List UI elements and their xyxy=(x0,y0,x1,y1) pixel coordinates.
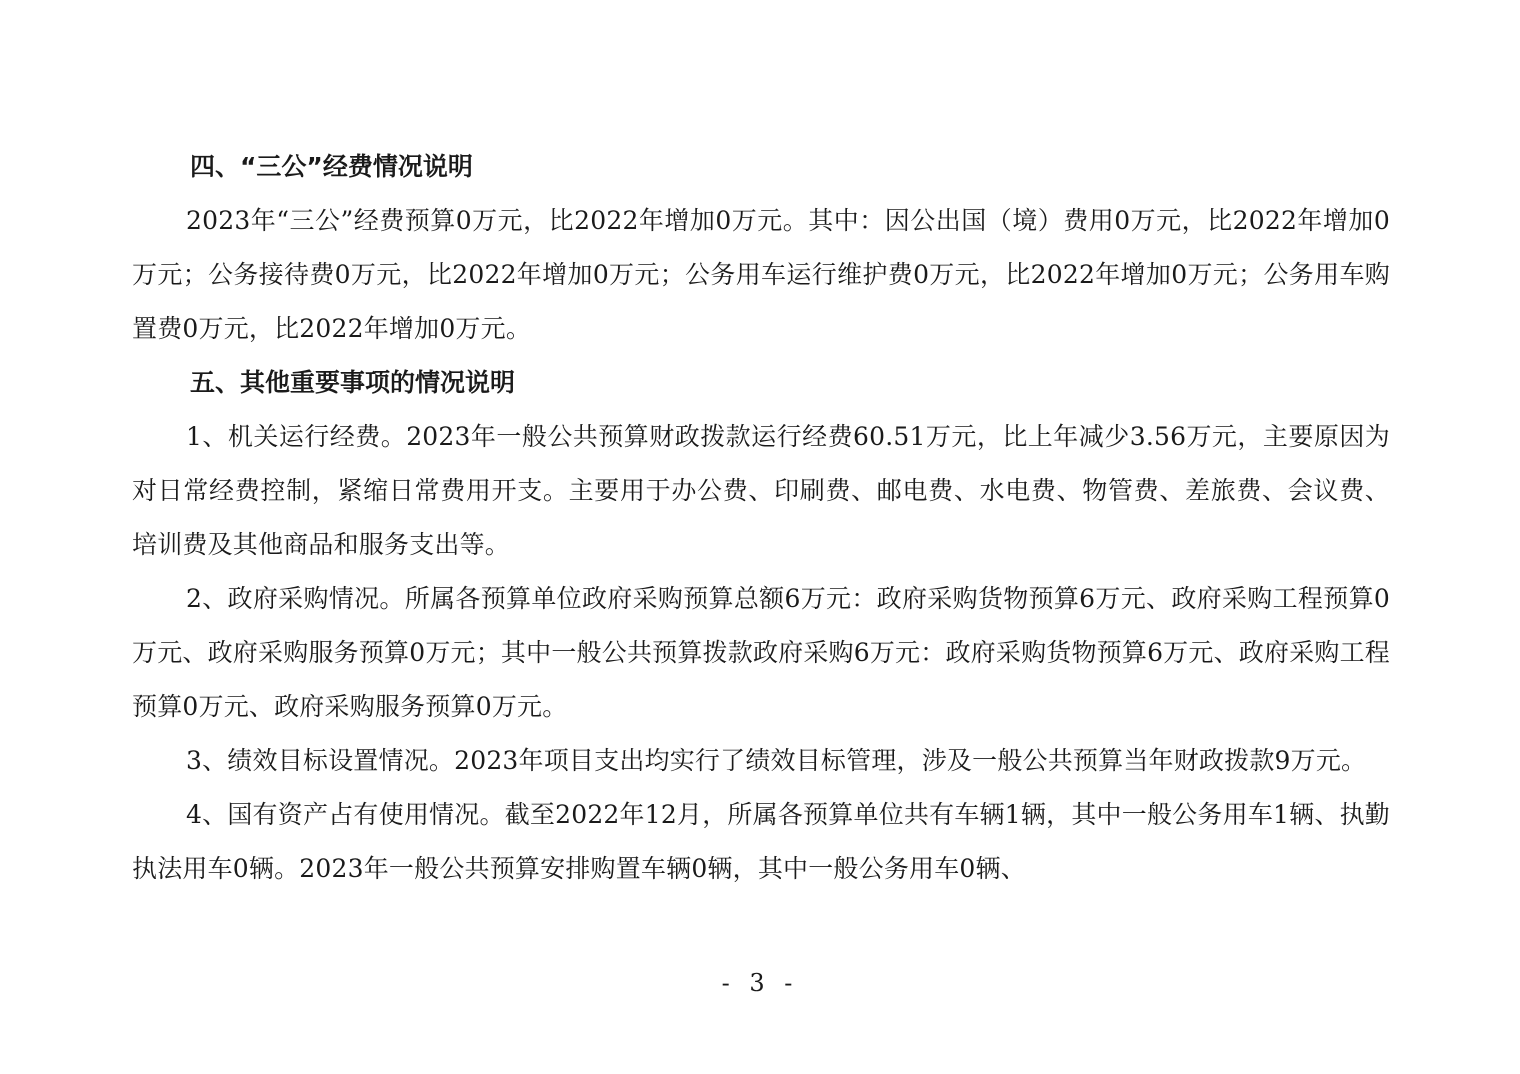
paragraph-operating-expenses: 1、机关运行经费。2023年一般公共预算财政拨款运行经费60.51万元，比上年减少3.56万元，主要原因为对日常经费控制，紧缩日常费用开支。主要用于办公费、印刷费、邮电费、水电费、物管费、差旅费、会议费、培训费及其他商品和服务支出等。 xyxy=(132,422,1390,559)
page-number: - 3 - xyxy=(721,969,799,997)
paragraph-san-gong-budget: 2023年“三公”经费预算0万元，比2022年增加0万元。其中：因公出国（境）费用0万元，比2022年增加0万元；公务接待费0万元，比2022年增加0万元；公务用车运行维护费0万元，比2022年增加0万元；公务用车购置费0万元，比2022年增加0万元。 xyxy=(132,206,1390,343)
paragraph-government-procurement: 2、政府采购情况。所属各预算单位政府采购预算总额6万元：政府采购货物预算6万元、政府采购工程预算0万元、政府采购服务预算0万元；其中一般公共预算拨款政府采购6万元：政府采购货物预算6万元、政府采购工程预算0万元、政府采购服务预算0万元。 xyxy=(132,584,1390,721)
section-heading-san-gong: 四、“三公”经费情况说明 xyxy=(190,152,473,181)
paragraph-state-assets: 4、国有资产占有使用情况。截至2022年12月，所属各预算单位共有车辆1辆，其中一般公务用车1辆、执勤执法用车0辆。2023年一般公共预算安排购置车辆0辆，其中一般公务用车0辆、 xyxy=(132,800,1390,883)
paragraph-performance-targets: 3、绩效目标设置情况。2023年项目支出均实行了绩效目标管理，涉及一般公共预算当年财政拨款9万元。 xyxy=(186,746,1367,775)
section-heading-other-matters: 五、其他重要事项的情况说明 xyxy=(190,368,516,397)
document-page xyxy=(132,140,1390,896)
